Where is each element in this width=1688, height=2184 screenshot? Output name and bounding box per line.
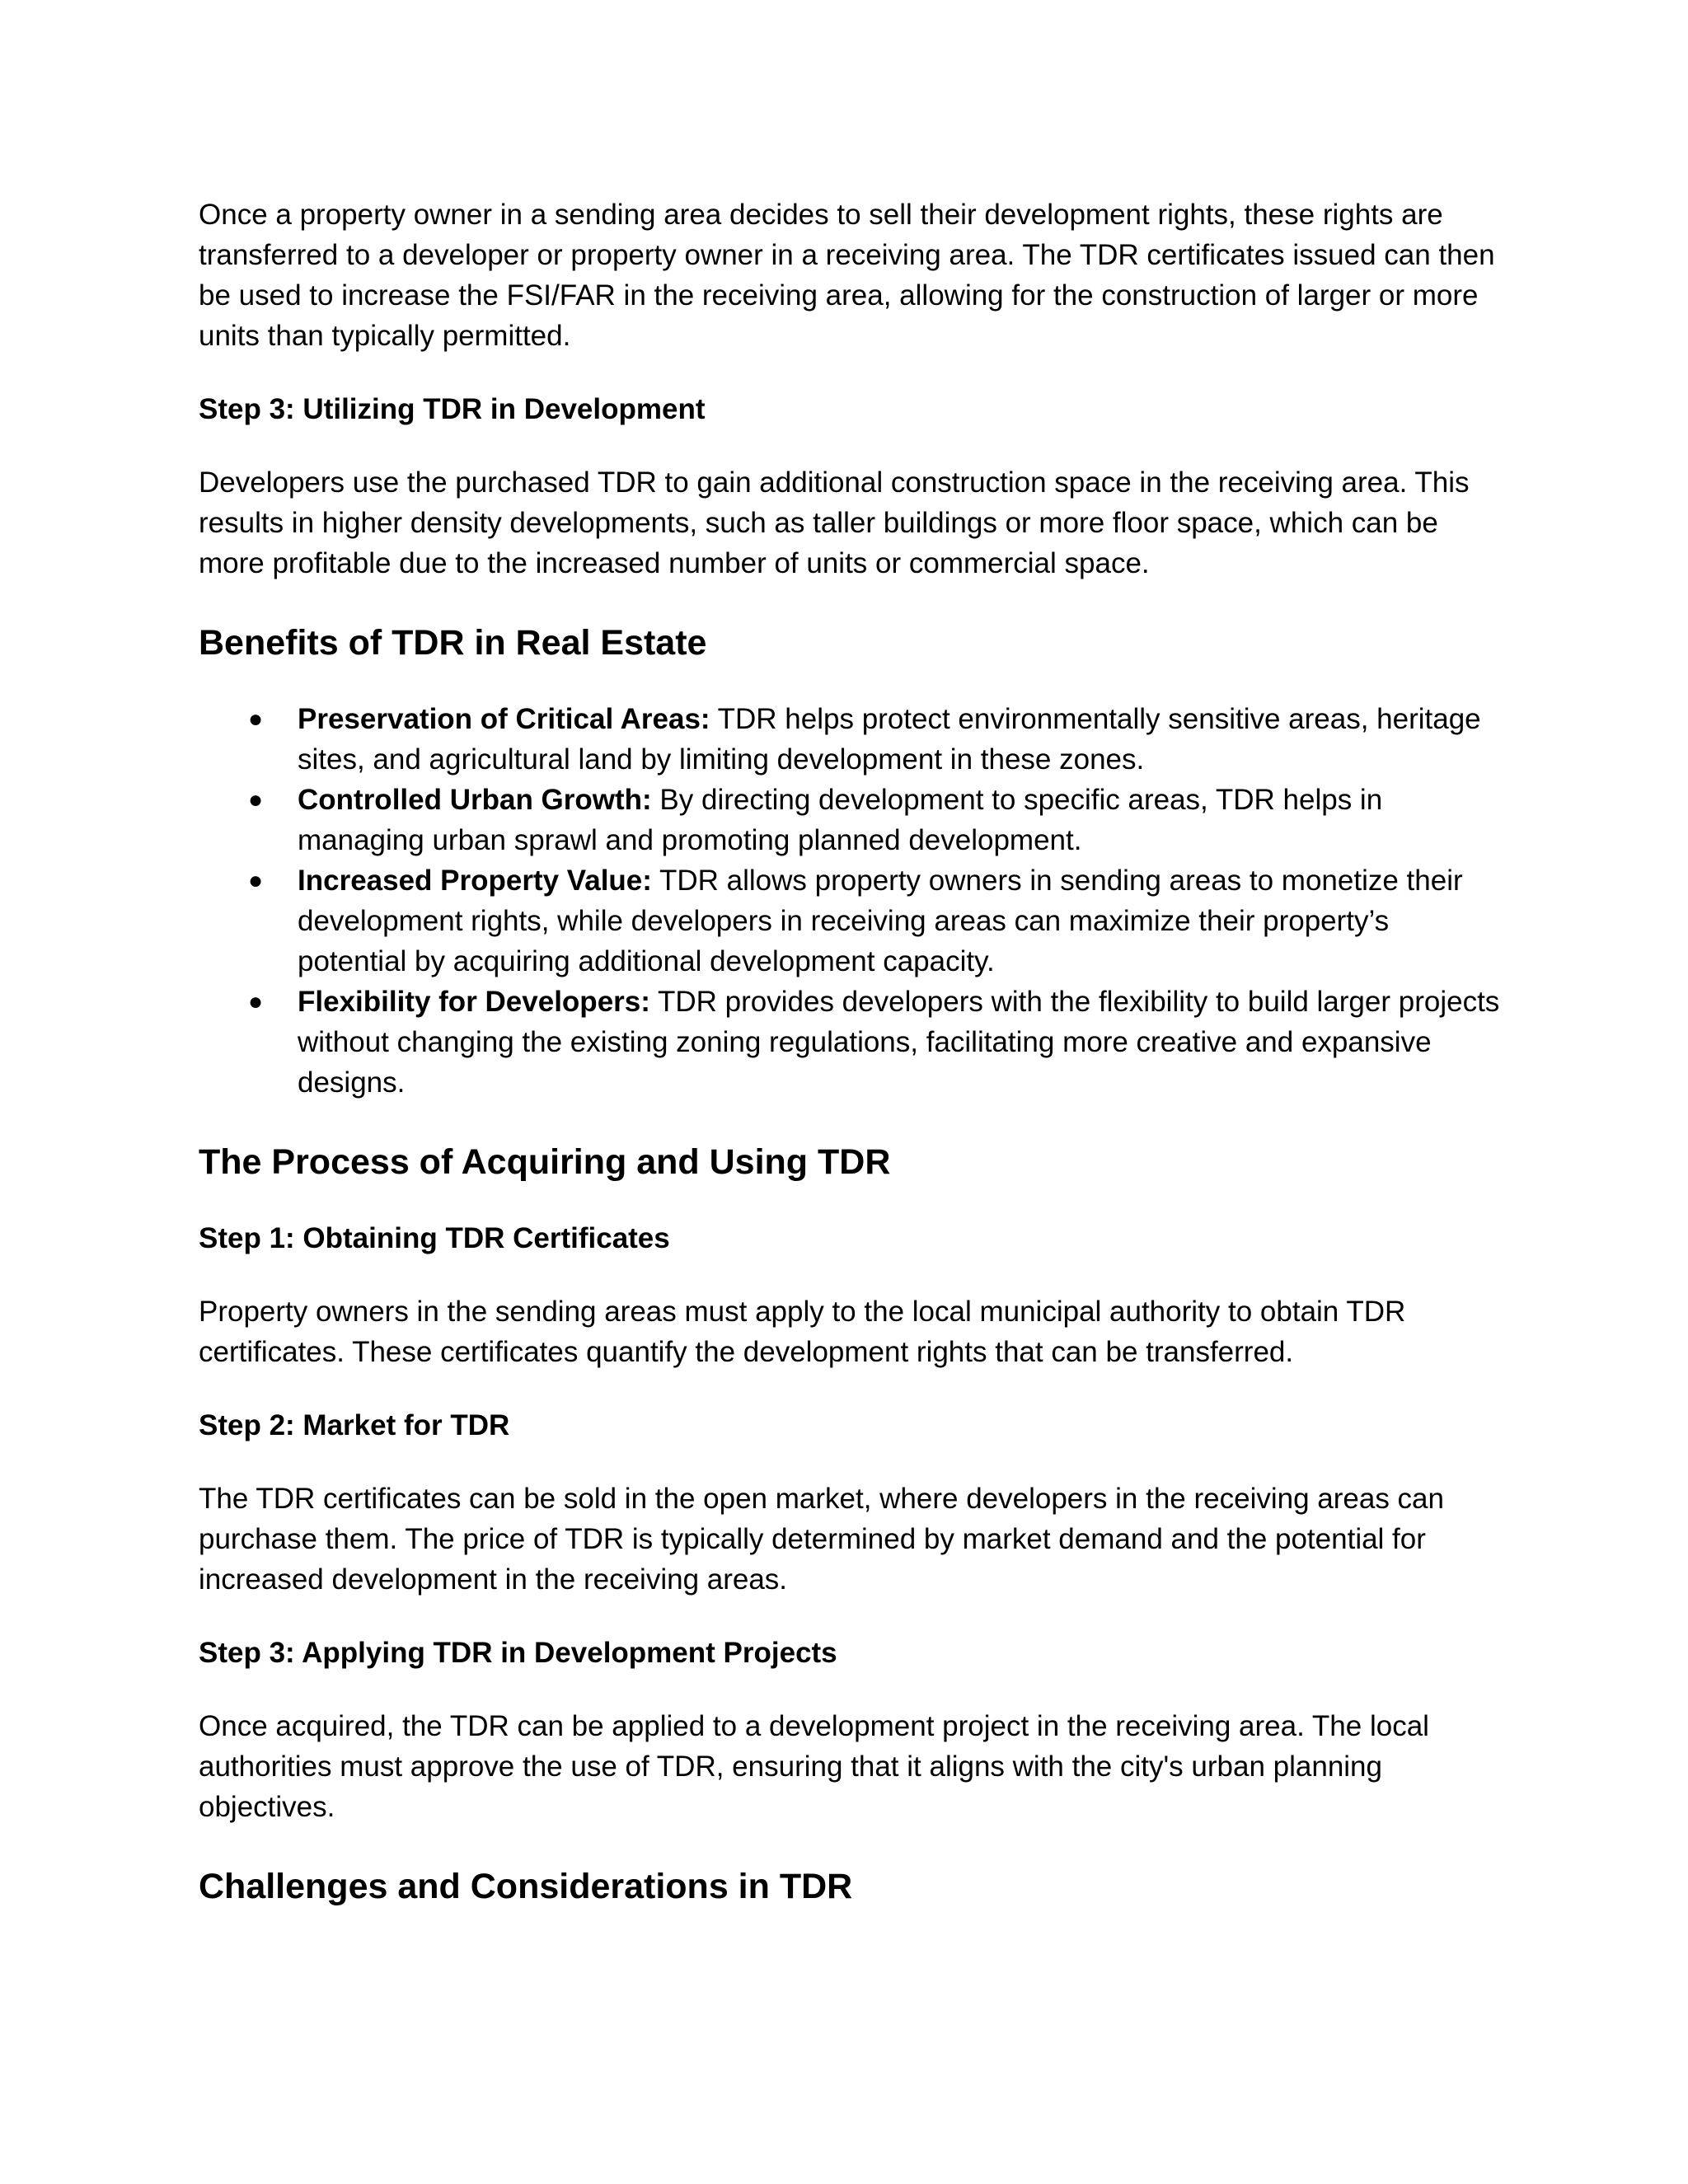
benefits-heading: Benefits of TDR in Real Estate xyxy=(199,623,707,663)
benefit-term: Controlled Urban Growth: xyxy=(298,784,652,816)
process-heading: The Process of Acquiring and Using TDR xyxy=(199,1142,891,1182)
challenges-heading: Challenges and Considerations in TDR xyxy=(199,1867,853,1906)
benefit-term: Flexibility for Developers: xyxy=(298,986,650,1018)
list-item xyxy=(199,699,1501,780)
benefit-term: Preservation of Critical Areas: xyxy=(298,703,710,735)
benefit-text: TDR helps protect environmentally sensitive areas, heritage sites, and agricultural land by limiting development in these zones. xyxy=(298,703,1481,776)
step3-applying-body: Once acquired, the TDR can be applied to a development project in the receiving area. The local authorities must approve the use of TDR, ensuring that it aligns with the city's urban planning objectives. xyxy=(199,1710,1429,1823)
step1-heading: Step 1: Obtaining TDR Certificates xyxy=(199,1222,670,1254)
benefit-text: By directing development to specific areas, TDR helps in managing urban sprawl and promoting planned development. xyxy=(298,784,1383,856)
bullet-icon: ● xyxy=(248,786,264,813)
benefit-text: TDR provides developers with the flexibility to build larger projects without changing the existing zoning regulations, facilitating more creative and expansive designs. xyxy=(298,986,1500,1099)
step3-utilizing-heading: Step 3: Utilizing TDR in Development xyxy=(199,393,706,425)
step1-body: Property owners in the sending areas must apply to the local municipal authority to obtain TDR certificates. These certificates quantify the development rights that can be transferred. xyxy=(199,1296,1406,1368)
list-item xyxy=(199,860,1501,982)
list-item xyxy=(199,982,1501,1103)
step2-heading: Step 2: Market for TDR xyxy=(199,1409,510,1441)
step2-body: The TDR certificates can be sold in the open market, where developers in the receiving areas can purchase them. The price of TDR is typically determined by market demand and the potential for increased development in the receiving areas. xyxy=(199,1483,1444,1596)
step3-applying-heading: Step 3: Applying TDR in Development Projects xyxy=(199,1637,837,1669)
benefits-list xyxy=(199,699,1501,1103)
step3-utilizing-body: Developers use the purchased TDR to gain additional construction space in the receiving area. This results in higher density developments, such as taller buildings or more floor space, which can be more profitable due to the increased number of units or commercial space. xyxy=(199,466,1470,579)
intro-paragraph: Once a property owner in a sending area decides to sell their development rights, these rights are transferred to a developer or property owner in a receiving area. The TDR certificates issued can then be used to increase the FSI/FAR in the receiving area, allowing for the construction of larger or more units than typically permitted. xyxy=(199,199,1495,352)
document-content xyxy=(199,194,1501,1910)
benefit-text: TDR allows property owners in sending areas to monetize their development rights, while developers in receiving areas can maximize their property’s potential by acquiring additional development capacity. xyxy=(298,865,1463,977)
list-item xyxy=(199,780,1501,860)
benefit-term: Increased Property Value: xyxy=(298,865,652,897)
bullet-icon: ● xyxy=(248,988,264,1015)
bullet-icon: ● xyxy=(248,705,264,733)
bullet-icon: ● xyxy=(248,867,264,894)
